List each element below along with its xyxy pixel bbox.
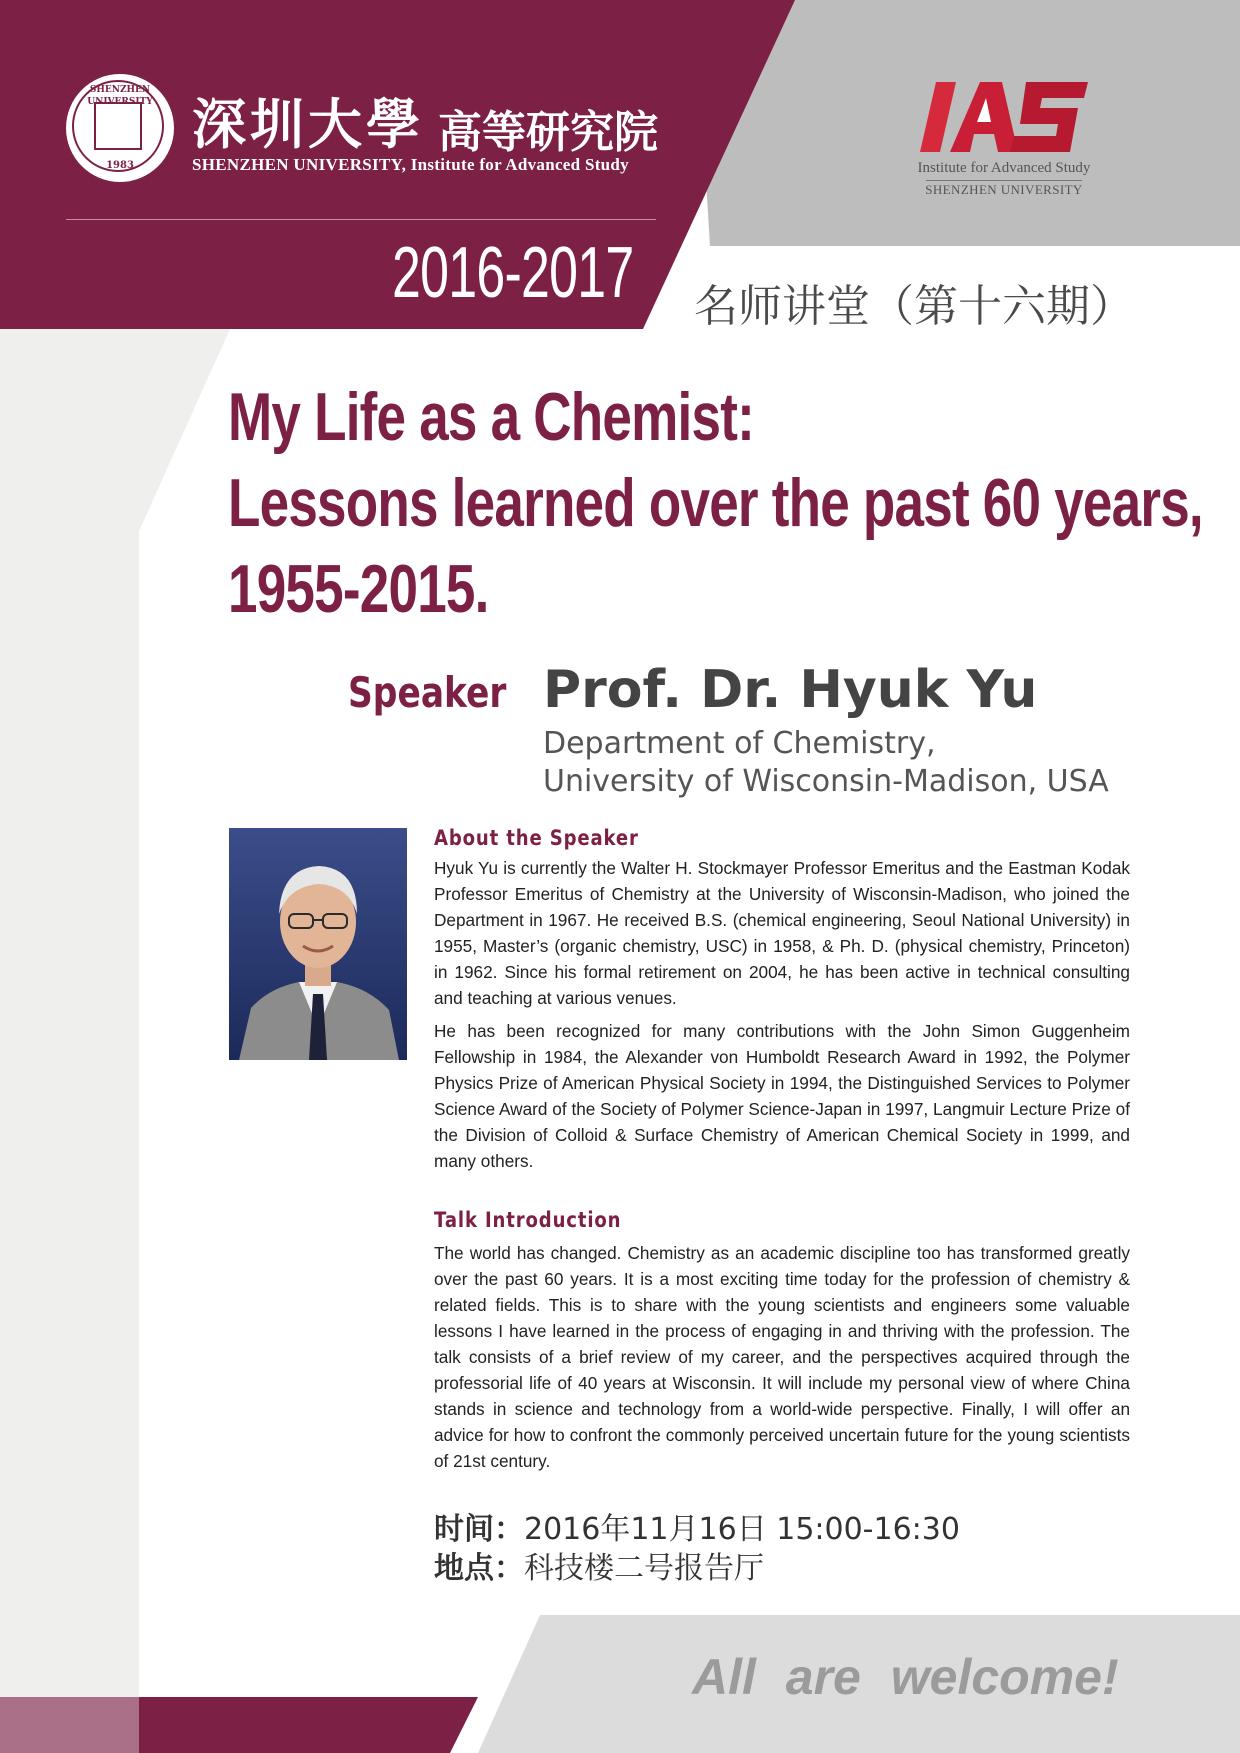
talk-intro-paragraph: The world has changed. Chemistry as an academic discipline too has transformed greatly over the past 60 years. It is a most exciting time today for the profession of chemistry & related fields. This is to share with the young scientists and engineers some valuable lessons I have learned in the process of engaging in and thriving with the profession. The talk consists of a brief review of my career, and the perspectives acquired through the professorial life of 40 years at Wisconsin. It will include my personal view of where China stands in science and technology from a world-wide perspective. Finally, I will offer an advice for how to confront the commonly perceived uncertain future for the young scientists of 21st century. [434,1243,1130,1471]
speaker-name: Prof. Dr. Hyuk Yu [543,660,1038,720]
university-name-en: SHENZHEN UNIVERSITY, Institute for Advanced Study [192,155,629,174]
event-place-label: 地点： [434,1551,524,1586]
speaker-affiliation-line1: Department of Chemistry, [543,726,936,761]
event-time-label: 时间： [434,1512,524,1547]
about-speaker-heading: About the Speaker [434,826,639,850]
ias-logo-line1: Institute for Advanced Study [917,160,1091,176]
speaker-affiliation-line2: University of Wisconsin-Madison, USA [543,764,1109,799]
seal-emblem [94,102,142,150]
left-light-strip [0,329,139,1753]
lecture-series-cn: 名师讲堂（第十六期） [694,281,1134,332]
event-place [434,1543,764,1587]
seal-text: SHENZHEN UNIVERSITY [87,85,153,107]
event-place-value: 科技楼二号报告厅 [524,1551,764,1586]
academic-years: 2016-2017 [392,233,634,313]
ias-logo-rule [926,180,1082,181]
about-speaker-paragraph-2: He has been recognized for many contributions with the John Simon Guggenheim Fellowship in 1984, the Alexander von Humboldt Research Award in 1992, the Polymer Physics Prize of American Physical Society in 1994, the Distinguished Services to Polymer Science Award of the Society of Polymer Science-Japan in 1997, Langmuir Lecture Prize of the Division of Colloid & Surface Chemistry of American Chemical Society in 1999, and many others. [434,1021,1130,1171]
ias-logo [918,82,1088,154]
institute-name-cn: 高等研究院 [438,107,658,158]
footer-pink-block [0,1697,139,1753]
about-speaker-paragraph-1: Hyuk Yu is currently the Walter H. Stockmayer Professor Emeritus and the Eastman Kodak Professor Emeritus of Chemistry at the University of Wisconsin-Madison, who joined the Department in 1967. He received B.S. (chemical engineering, Seoul National University) in 1955, Master’s (organic chemistry, USC) in 1958, & Ph. D. (physical chemistry, Princeton) in 1962. Since his formal retirement on 2004, he has been active in technical consulting and teaching at various venues. [434,858,1130,1008]
talk-intro-heading: Talk Introduction [434,1208,622,1232]
university-name-cn: 深圳大學 [192,92,424,156]
talk-title-line1: My Life as a Chemist: [228,379,754,455]
header-divider [66,219,656,220]
speaker-label: Speaker [348,668,507,717]
footer-maroon-block [139,1697,478,1753]
event-time-value: 2016年11月16日 15:00-16:30 [524,1512,960,1547]
welcome-message: All are welcome! [692,1649,1119,1705]
talk-title-line3: 1955-2015. [228,551,489,627]
event-time [434,1504,960,1548]
seal-year: 1983 [106,160,134,171]
speaker-photo [229,828,407,1060]
talk-title-line2: Lessons learned over the past 60 years, [228,465,1203,541]
university-seal [66,74,174,182]
ias-logo-line2: SHENZHEN UNIVERSITY [925,182,1083,197]
